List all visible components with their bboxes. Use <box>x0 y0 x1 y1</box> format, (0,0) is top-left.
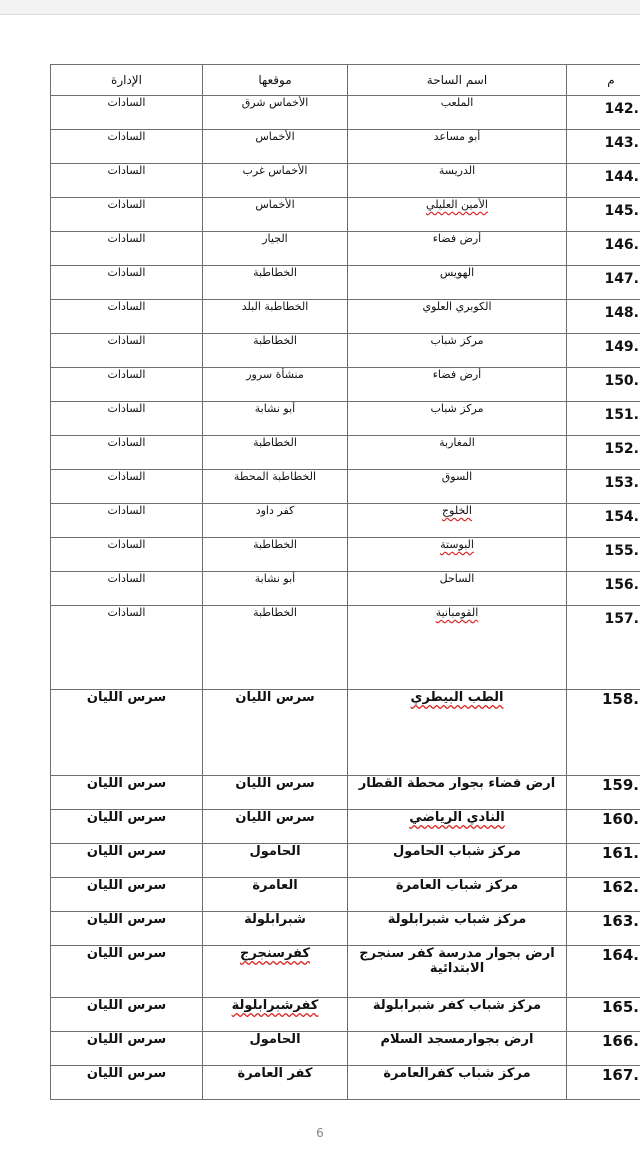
row-number: 161. <box>601 844 639 862</box>
row-number: 155. <box>604 543 639 559</box>
row-name: أرض فضاء <box>348 368 567 402</box>
row-name: أرض فضاء <box>348 232 567 266</box>
row-admin: السادات <box>51 164 203 198</box>
row-admin: السادات <box>51 198 203 232</box>
row-name: الطب البيطري <box>410 690 504 705</box>
header-location: موقعها <box>203 65 348 96</box>
row-location: سرس الليان <box>203 690 348 776</box>
row-location: كفر داود <box>203 504 348 538</box>
row-number: 148. <box>604 305 639 321</box>
row-location: الخطاطبة <box>203 266 348 300</box>
row-number: 158. <box>601 690 639 708</box>
row-number: 152. <box>604 441 639 457</box>
row-admin: سرس الليان <box>51 810 203 844</box>
row-number: 163. <box>601 912 639 930</box>
row-admin: السادات <box>51 504 203 538</box>
row-admin: سرس الليان <box>51 690 203 776</box>
row-name: الكوبري العلوي <box>348 300 567 334</box>
table-row <box>51 810 640 844</box>
row-number: 164. <box>601 946 639 964</box>
row-name: الملعب <box>348 96 567 130</box>
row-admin: السادات <box>51 232 203 266</box>
row-admin: السادات <box>51 606 203 690</box>
table-row <box>51 470 640 504</box>
row-admin: السادات <box>51 334 203 368</box>
row-admin: السادات <box>51 436 203 470</box>
table-row <box>51 1032 640 1066</box>
row-name: مركز شباب الحامول <box>348 844 567 878</box>
table-row <box>51 538 640 572</box>
table-header-row <box>51 65 640 96</box>
table-row <box>51 504 640 538</box>
top-bar <box>0 0 640 15</box>
row-location: كفرسنجرج <box>240 946 310 961</box>
row-admin: سرس الليان <box>51 776 203 810</box>
row-location: سرس الليان <box>203 776 348 810</box>
row-admin: السادات <box>51 572 203 606</box>
row-number: 162. <box>601 878 639 896</box>
row-location: الخطاطبة <box>203 436 348 470</box>
row-number: 145. <box>604 203 639 219</box>
row-admin: سرس الليان <box>51 844 203 878</box>
row-admin: السادات <box>51 266 203 300</box>
header-number: م <box>567 65 640 96</box>
table-row <box>51 266 640 300</box>
table-row <box>51 436 640 470</box>
header-square-name: اسم الساحة <box>348 65 567 96</box>
row-name: أبو مساعد <box>348 130 567 164</box>
page-number: 6 <box>316 1126 324 1140</box>
row-name: ارض بجوار مدرسة كفر سنجرج الابتدائية <box>348 946 567 998</box>
table-row <box>51 96 640 130</box>
row-location: الخطاطبة <box>203 334 348 368</box>
table-row <box>51 198 640 232</box>
row-location: الحامول <box>203 844 348 878</box>
row-number: 157. <box>604 611 639 627</box>
row-admin: السادات <box>51 130 203 164</box>
row-admin: السادات <box>51 470 203 504</box>
row-name: مركز شباب كفر شبرابلولة <box>348 998 567 1032</box>
squares-table <box>50 64 640 1100</box>
row-admin: سرس الليان <box>51 946 203 998</box>
row-name: الأمين العليلي <box>426 198 488 211</box>
table-row <box>51 878 640 912</box>
row-admin: سرس الليان <box>51 878 203 912</box>
table-row <box>51 232 640 266</box>
row-name: مركز شباب شبرابلولة <box>348 912 567 946</box>
row-name: القومبانية <box>435 606 479 619</box>
row-location: الأخماس غرب <box>203 164 348 198</box>
row-number: 154. <box>604 509 639 525</box>
row-location: الحامول <box>203 1032 348 1066</box>
row-name: المغاربة <box>348 436 567 470</box>
row-admin: سرس الليان <box>51 1032 203 1066</box>
row-number: 153. <box>604 475 639 491</box>
row-location: الخطاطبة البلد <box>203 300 348 334</box>
table-row <box>51 572 640 606</box>
row-location: شبرابلولة <box>203 912 348 946</box>
row-location: أبو نشابة <box>203 402 348 436</box>
row-location: الجيار <box>203 232 348 266</box>
row-name: الخلوج <box>442 504 472 517</box>
table-row <box>51 606 640 690</box>
row-location: الخطاطبة المحطة <box>203 470 348 504</box>
row-number: 156. <box>604 577 639 593</box>
row-number: 166. <box>601 1032 639 1050</box>
row-location: سرس الليان <box>203 810 348 844</box>
row-name: مركز شباب <box>348 402 567 436</box>
row-number: 150. <box>604 373 639 389</box>
row-name: الدريسة <box>348 164 567 198</box>
row-name: ارض فضاء بجوار محطة القطار <box>348 776 567 810</box>
table-row <box>51 164 640 198</box>
table-row <box>51 998 640 1032</box>
row-location: الأخماس <box>203 198 348 232</box>
row-location: كفر العامرة <box>203 1066 348 1100</box>
row-admin: السادات <box>51 96 203 130</box>
row-location: كفرشبرابلولة <box>231 998 319 1013</box>
header-administration: الإدارة <box>51 65 203 96</box>
table-row <box>51 334 640 368</box>
row-location: الأخماس <box>203 130 348 164</box>
row-location: الأخماس شرق <box>203 96 348 130</box>
row-name: الساحل <box>348 572 567 606</box>
row-number: 165. <box>601 998 639 1016</box>
table-row <box>51 844 640 878</box>
row-location: أبو نشابة <box>203 572 348 606</box>
row-name: ارض بجوارمسجد السلام <box>348 1032 567 1066</box>
row-name: مركز شباب <box>348 334 567 368</box>
table-row <box>51 912 640 946</box>
row-location: منشأة سرور <box>203 368 348 402</box>
table-row <box>51 368 640 402</box>
row-name: الهويس <box>348 266 567 300</box>
row-number: 146. <box>604 237 639 253</box>
table-row <box>51 300 640 334</box>
row-number: 144. <box>604 169 639 185</box>
row-name: النادي الرياضي <box>409 810 505 825</box>
row-name: مركز شباب العامرة <box>348 878 567 912</box>
row-number: 142. <box>604 101 639 117</box>
row-number: 151. <box>604 407 639 423</box>
table-row <box>51 1066 640 1100</box>
row-admin: سرس الليان <box>51 998 203 1032</box>
row-admin: السادات <box>51 402 203 436</box>
row-location: الخطاطبة <box>203 606 348 690</box>
row-number: 147. <box>604 271 639 287</box>
table-row <box>51 130 640 164</box>
row-location: العامرة <box>203 878 348 912</box>
table-row <box>51 690 640 776</box>
row-number: 149. <box>604 339 639 355</box>
row-name: مركز شباب كفرالعامرة <box>348 1066 567 1100</box>
row-admin: السادات <box>51 300 203 334</box>
table-row <box>51 946 640 998</box>
row-admin: سرس الليان <box>51 1066 203 1100</box>
row-number: 159. <box>601 776 639 794</box>
row-admin: السادات <box>51 538 203 572</box>
row-number: 160. <box>601 810 639 828</box>
table-row <box>51 402 640 436</box>
row-name: السوق <box>348 470 567 504</box>
row-number: 167. <box>601 1066 639 1084</box>
row-admin: سرس الليان <box>51 912 203 946</box>
row-admin: السادات <box>51 368 203 402</box>
table-row <box>51 776 640 810</box>
row-name: البوستة <box>440 538 474 551</box>
row-location: الخطاطبة <box>203 538 348 572</box>
row-number: 143. <box>604 135 639 151</box>
